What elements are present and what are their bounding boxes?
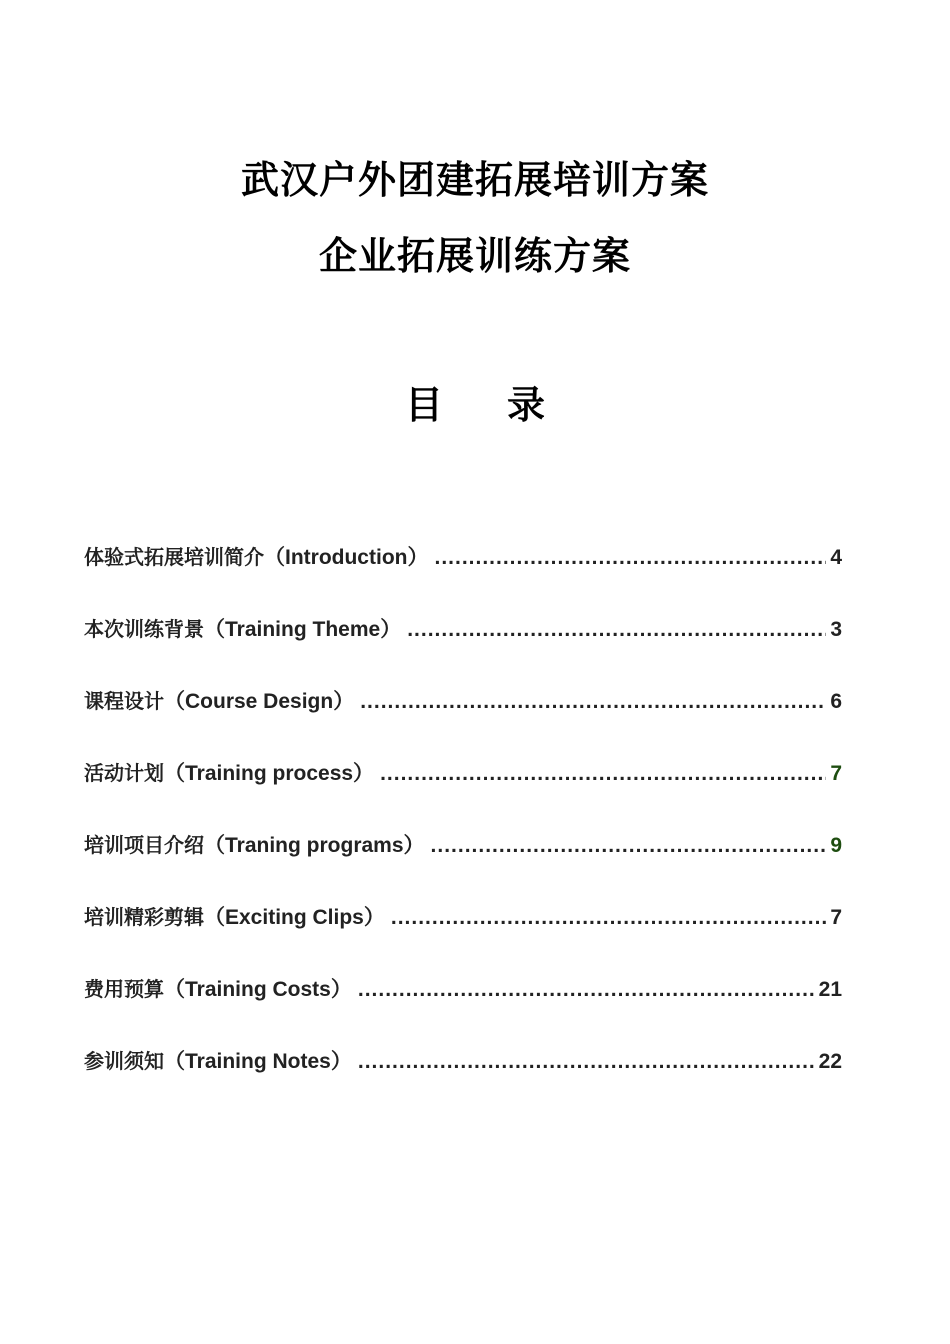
toc-entry-course-design[interactable] — [84, 682, 842, 754]
toc-page-number: 7 — [830, 906, 842, 929]
toc-leader-dots — [380, 755, 826, 793]
toc-page-number: 9 — [830, 834, 842, 857]
toc-heading-char: 目 — [404, 383, 443, 427]
toc-entry-training-costs[interactable] — [84, 970, 842, 1042]
toc-entry-label: 活动计划（Training process） — [84, 761, 375, 785]
toc-leader-dots — [431, 827, 827, 865]
toc-entry-label: 费用预算（Training Costs） — [84, 977, 352, 1001]
toc-entry-training-theme[interactable] — [84, 610, 842, 682]
toc-leader-dots — [407, 611, 826, 649]
toc-leader-dots — [434, 539, 826, 577]
document-title: 武汉户外团建拓展培训方案 — [240, 158, 709, 202]
toc-leader-dots — [391, 899, 826, 937]
toc-leader-dots — [358, 971, 815, 1009]
toc-leader-dots — [360, 683, 826, 721]
toc-entry-label: 培训精彩剪辑（Exciting Clips） — [84, 905, 385, 929]
toc-entry-label: 课程设计（Course Design） — [84, 689, 355, 713]
toc-heading-char: 录 — [507, 383, 546, 427]
toc-entry-training-notes[interactable] — [84, 1042, 842, 1114]
toc-entry-label: 参训须知（Training Notes） — [84, 1049, 352, 1073]
toc-entry-introduction[interactable] — [84, 538, 842, 610]
toc-entry-training-process[interactable] — [84, 754, 842, 826]
toc-heading — [0, 382, 950, 428]
toc-page-number: 7 — [830, 762, 842, 785]
toc-leader-dots — [358, 1043, 815, 1081]
toc-entry-exciting-clips[interactable] — [84, 898, 842, 970]
toc-entry-training-programs[interactable] — [84, 826, 842, 898]
toc-page-number: 3 — [830, 618, 842, 641]
toc-page-number: 22 — [818, 1050, 842, 1073]
document-subtitle: 企业拓展训练方案 — [318, 234, 631, 278]
toc-page-number: 4 — [830, 546, 842, 569]
toc-page-number: 6 — [830, 690, 842, 713]
table-of-contents — [84, 538, 842, 1114]
toc-entry-label: 本次训练背景（Training Theme） — [84, 617, 402, 641]
toc-page-number: 21 — [818, 978, 842, 1001]
toc-entry-label: 培训项目介绍（Traning programs） — [84, 833, 425, 857]
toc-entry-label: 体验式拓展培训简介（Introduction） — [84, 545, 429, 569]
